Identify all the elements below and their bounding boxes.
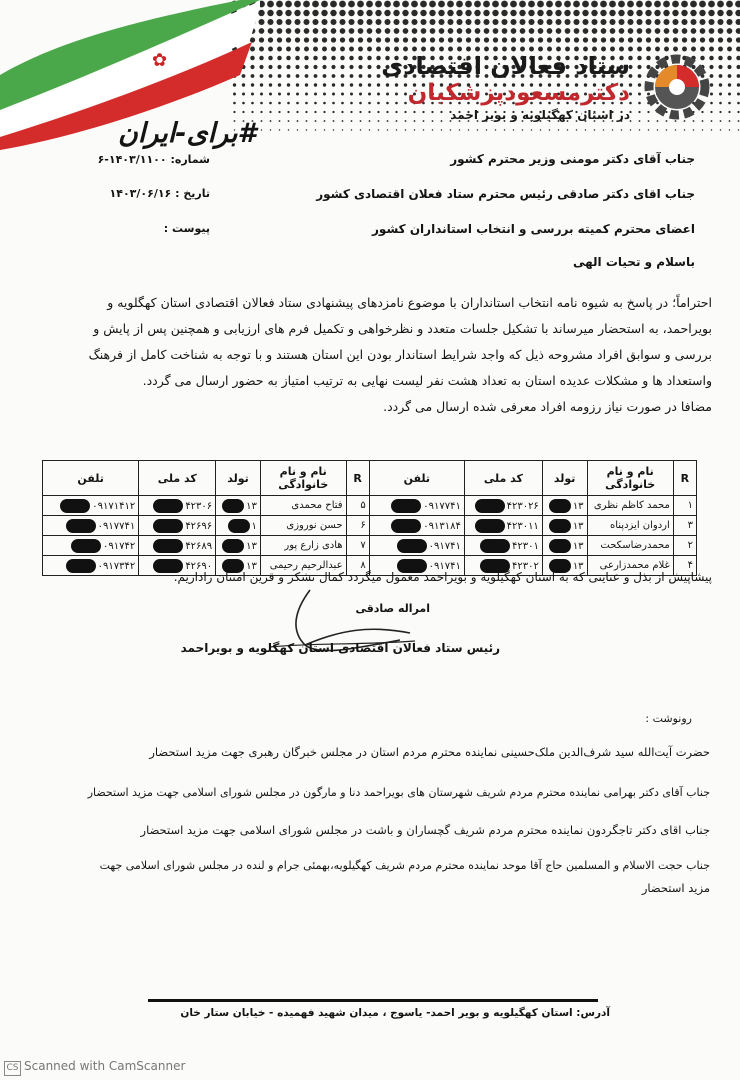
cell-r: ۷ [346, 536, 369, 556]
gear-logo-icon [642, 52, 712, 122]
code-value: ۴۲۳۰۱۱ [506, 520, 539, 532]
cell-name: هادی زارع پور [260, 536, 346, 556]
cell-name: غلام محمدزارعی [587, 556, 673, 576]
camscanner-logo-icon: CS [4, 1061, 21, 1076]
code-value: ۴۲۶۹۰ [185, 560, 213, 572]
cell-code [139, 516, 216, 536]
redaction-mark [475, 499, 505, 513]
redaction-mark [222, 539, 244, 553]
cell-code [464, 496, 542, 516]
birth-value: ۱۳ [572, 540, 584, 552]
code-value: ۴۲۶۸۹ [185, 540, 213, 552]
cell-name: فتاح محمدی [260, 496, 346, 516]
cell-r: ۴ [673, 556, 696, 576]
code-value: ۴۲۶۹۶ [185, 520, 213, 532]
birth-value: ۱۳ [246, 500, 257, 512]
redaction-mark [153, 499, 183, 513]
birth-value: ۱ [251, 520, 257, 532]
cell-name: اردوان ایزدپناه [587, 516, 673, 536]
redaction-mark [480, 539, 510, 553]
cell-phone [369, 496, 464, 516]
cell-birth [542, 536, 587, 556]
cell-r: ۸ [346, 556, 369, 576]
date-value: ۱۴۰۳/۰۶/۱۶ [109, 187, 172, 200]
phone-value: ۰۹۱۷۴۱ [428, 540, 461, 552]
cell-phone [43, 536, 139, 556]
number-value: ۱۴۰۳/۱۱۰۰-۶ [97, 153, 167, 166]
table-row [43, 496, 697, 516]
col-code: کد ملی [139, 461, 216, 496]
cc-line: جناب آقای دکتر بهرامی نماینده محترم مردم شریف شهرستان های بویراحمد دنا و مارگون در مجلس شورای اسلامی جهت مزید استحضار [87, 786, 710, 799]
cell-name: محمد کاظم نظری [587, 496, 673, 516]
col-phone: تلفن [369, 461, 464, 496]
signer-title: رئیس ستاد فعالان اقتصادی استان کهگلویه و بویراحمد [180, 641, 500, 655]
redaction-mark [228, 519, 250, 533]
redaction-mark [549, 499, 571, 513]
greeting: باسلام و تحیات الهی [572, 255, 695, 269]
footer-address: آدرس: استان کهگیلویه و بویر احمد- یاسوج ، میدان شهید فهمیده - خیابان ستار خان [180, 1007, 610, 1019]
addressee-3: اعضای محترم کمیته بررسی و انتخاب استانداران کشور [372, 222, 695, 236]
body-line: بررسی و سوابق افراد مشروحه ذیل که واجد شرایط استاندار بودن این استان هستند و با توجه به شناخت کامل از فرهنگ [88, 347, 712, 362]
cell-birth [542, 496, 587, 516]
birth-value: ۱۳ [572, 500, 584, 512]
cell-birth [216, 536, 261, 556]
redaction-mark [391, 519, 421, 533]
body-line: احتراماً؛ در پاسخ به شیوه نامه انتخاب استانداران با موضوع نامزدهای پیشنهادی ستاد فعالان اقتصادی استان کهگلویه و [107, 295, 712, 310]
birth-value: ۱۳ [246, 560, 257, 572]
scanner-text: Scanned with CamScanner [24, 1059, 186, 1073]
phone-value: ۰۹۱۷۴۲ [103, 540, 136, 552]
redaction-mark [60, 499, 90, 513]
cc-line: جناب حجت الاسلام و المسلمین حاج آقا موحد نماینده محترم مردم شریف کهگیلویه،بهمئی جرام و لنده در مجلس شورای اسلامی جهت [99, 859, 710, 872]
redaction-mark [153, 539, 183, 553]
table-row [43, 536, 697, 556]
redaction-mark [397, 539, 427, 553]
cell-code [464, 536, 542, 556]
cell-code [464, 516, 542, 536]
code-value: ۴۲۳۰۲ [511, 560, 539, 572]
cc-line: مزید استحضار [641, 881, 710, 895]
cc-label: رونوشت : [645, 712, 692, 725]
cc-line: حضرت آیت‌الله سید شرف‌الدین ملک‌حسینی نماینده محترم مردم استان در مجلس خبرگان رهبری جهت مزید استحضار [149, 745, 710, 759]
org-title: ستاد فعالان اقتصادی [381, 52, 630, 80]
phone-value: ۰۹۱۳۱۸۴ [423, 520, 461, 532]
code-value: ۴۲۳۰۶ [185, 500, 213, 512]
attachment-label: پیوست : [163, 222, 210, 235]
redaction-mark [71, 539, 101, 553]
closing-line: پیشاپیش از بذل و عنایتی که به استان کهگیلویه و بویراحمد معمول میگردد کمال تشکر و قرین امتنان راداریم. [173, 570, 712, 584]
addressee-1: جناب آقای دکتر مومنی وزیر محترم کشور [450, 152, 695, 166]
hashtag: #برای-ایران [118, 118, 257, 149]
signer-name: امراله صادقی [355, 602, 430, 615]
col-birth: تولد [542, 461, 587, 496]
redaction-mark [222, 499, 244, 513]
cell-phone [43, 496, 139, 516]
cell-phone [369, 516, 464, 536]
org-name: دکترمسعودپزشکیان [407, 80, 630, 106]
cell-r: ۶ [346, 516, 369, 536]
cell-birth [216, 496, 261, 516]
cell-r: ۳ [673, 516, 696, 536]
body-line: بویراحمد، به استحضار میرساند با تشکیل جلسات متعدد و نظرخواهی و تکمیل فرم های ارزیابی و همچنین پس از پایش و [93, 321, 712, 336]
cc-line: جناب اقای دکتر تاجگردون نماینده محترم مردم شریف گچساران و باشت در مجلس شورای اسلامی جهت مزید استحضار [140, 823, 710, 837]
footer-divider [148, 999, 598, 1002]
number-label: شماره: [170, 153, 210, 166]
redaction-mark [153, 519, 183, 533]
cell-name: حسن نوروزی [260, 516, 346, 536]
date-label: تاریخ : [175, 187, 210, 200]
birth-value: ۱۳ [572, 560, 584, 572]
body-line: واستعداد ها و مشکلات عدیده استان به تعداد هشت نفر لیست نهایی به ترتیب امتیاز به حضور ارسال می گردد. [142, 373, 712, 388]
cell-code [139, 496, 216, 516]
redaction-mark [475, 519, 505, 533]
cell-r: ۵ [346, 496, 369, 516]
phone-value: ۰۹۱۷۱۴۱۲ [92, 500, 136, 512]
cell-r: ۱ [673, 496, 696, 516]
code-value: ۴۲۳۰۲۶ [506, 500, 539, 512]
redaction-mark [549, 519, 571, 533]
redaction-mark [66, 519, 96, 533]
phone-value: ۰۹۱۷۷۴۱ [97, 520, 136, 532]
phone-value: ۰۹۱۷۳۴۲ [97, 560, 136, 572]
org-subtitle: در استان کهگیلویه و بویر احمد [450, 108, 630, 122]
cell-code [139, 536, 216, 556]
birth-value: ۱۳ [246, 540, 257, 552]
col-phone: تلفن [43, 461, 139, 496]
svg-text:✿: ✿ [152, 50, 168, 71]
cell-name: محمدرضاسکحت [587, 536, 673, 556]
col-r: R [673, 461, 696, 496]
code-value: ۴۲۳۰۱ [511, 540, 539, 552]
cell-phone [369, 536, 464, 556]
phone-value: ۰۹۱۷۴۱ [428, 560, 461, 572]
col-r: R [346, 461, 369, 496]
col-birth: تولد [216, 461, 261, 496]
body-line: مضافا در صورت نیاز رزومه افراد معرفی شده ارسال می گردد. [383, 399, 712, 414]
cell-r: ۲ [673, 536, 696, 556]
cell-phone [43, 516, 139, 536]
cell-birth [216, 516, 261, 536]
candidates-table [42, 460, 697, 576]
col-name: نام و نام خانوادگی [260, 461, 346, 496]
birth-value: ۱۳ [572, 520, 584, 532]
cell-name: عبدالرحیم رحیمی [260, 556, 346, 576]
col-name: نام و نام خانوادگی [587, 461, 673, 496]
addressee-2: جناب اقای دکتر صادقی رئیس محترم ستاد فعلان اقتصادی کشور [316, 187, 695, 201]
redaction-mark [391, 499, 421, 513]
cell-birth [542, 516, 587, 536]
redaction-mark [549, 539, 571, 553]
table-row [43, 516, 697, 536]
phone-value: ۰۹۱۷۷۴۱ [423, 500, 461, 512]
col-code: کد ملی [464, 461, 542, 496]
scanner-watermark [0, 1059, 185, 1076]
table-header-row [43, 461, 697, 496]
